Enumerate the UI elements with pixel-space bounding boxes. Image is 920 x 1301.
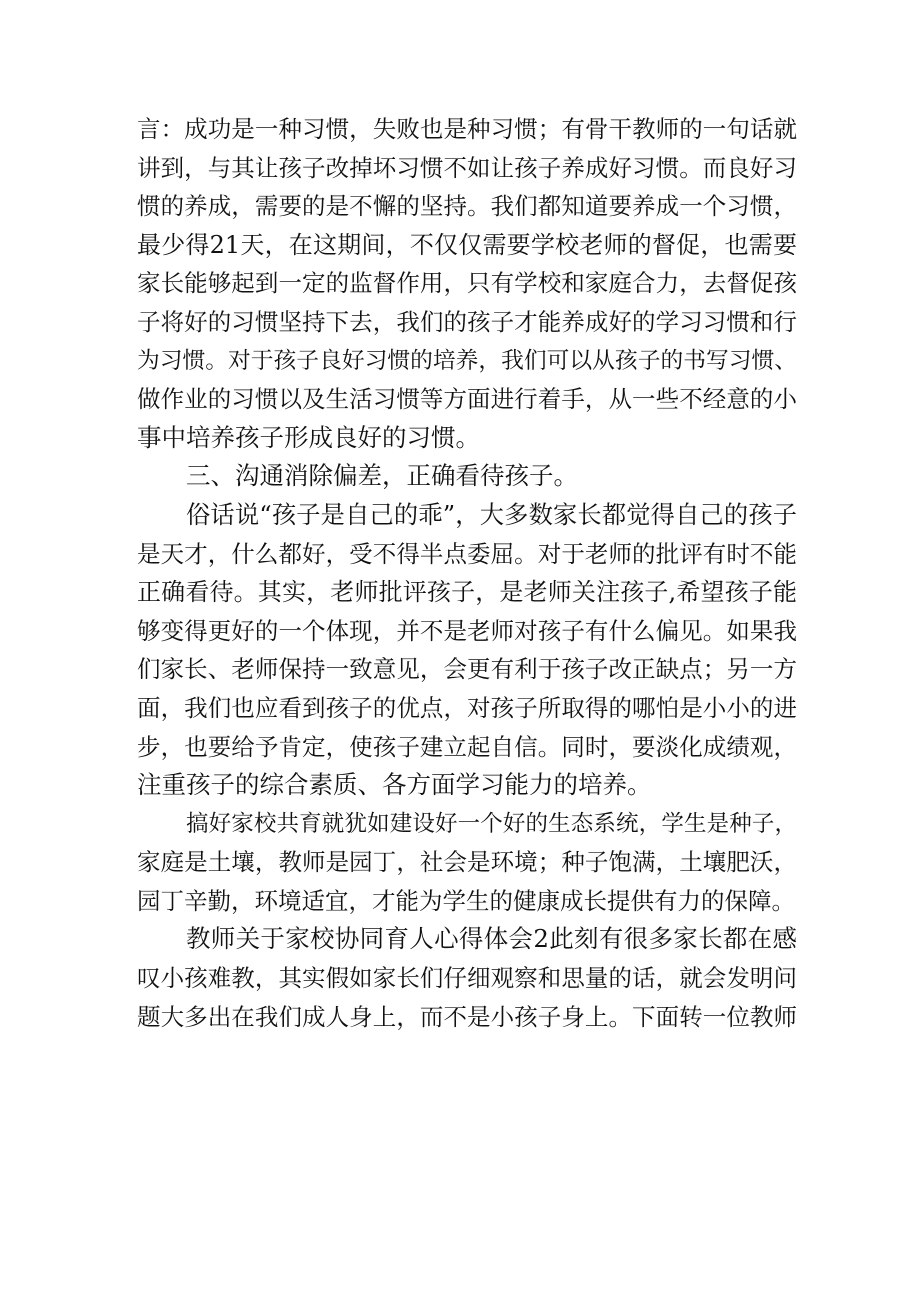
text-line: 俗话说“孩子是自己的乖”，大多数家长都觉得自己的孩子 <box>186 499 797 529</box>
text-line: 搞好家校共育就犹如建设好一个好的生态系统，学生是种子， <box>186 810 797 837</box>
text-line: 事中培养孩子形成良好的习惯。 <box>137 422 480 452</box>
text-line: 三、沟通消除偏差，正确看待孩子。 <box>186 461 578 491</box>
text-line: 最少得21天，在这期间，不仅仅需要学校老师的督促，也需要 <box>137 230 797 259</box>
body-text <box>137 110 797 1036</box>
text-line: 家庭是土壤，教师是园丁，社会是环境；种子饱满，土壤肥沃， <box>137 848 797 877</box>
text-line: 是天才，什么都好，受不得半点委屈。对于老师的批评有时不能 <box>137 539 797 568</box>
text-line: 面，我们也应看到孩子的优点，对孩子所取得的哪怕是小小的进 <box>137 693 797 722</box>
text-line: 讲到，与其让孩子改掉坏习惯不如让孩子养成好习惯。而良好习 <box>137 153 797 182</box>
text-line: 正确看待。其实，老师批评孩子，是老师关注孩子,希望孩子能 <box>137 578 797 607</box>
text-line: 言：成功是一种习惯，失败也是种习惯；有骨干教师的一句话就 <box>137 115 797 143</box>
text-line: 们家长、老师保持一致意见，会更有利于孩子改正缺点；另一方 <box>137 655 797 684</box>
text-line: 做作业的习惯以及生活习惯等方面进行着手，从一些不经意的小 <box>137 385 797 414</box>
text-line: 家长能够起到一定的监督作用，只有学校和家庭合力，去督促孩 <box>137 269 797 298</box>
text-line: 园丁辛勤，环境适宜，才能为学生的健康成长提供有力的保障。 <box>137 886 795 915</box>
text-line: 惯的养成，需要的是不懈的坚持。我们都知道要养成一个习惯， <box>137 192 797 221</box>
text-line: 注重孩子的综合素质、各方面学习能力的培养。 <box>137 770 652 800</box>
text-line: 题大多出在我们成人身上，而不是小孩子身上。下面转一位教师 <box>137 1002 797 1031</box>
text-line: 子将好的习惯坚持下去，我们的孩子才能养成好的学习习惯和行 <box>137 307 797 336</box>
text-line: 够变得更好的一个体现，并不是老师对孩子有什么偏见。如果我 <box>137 616 797 645</box>
text-line: 教师关于家校协同育人心得体会2此刻有很多家长都在感 <box>186 924 797 954</box>
text-line: 叹小孩难教，其实假如家长们仔细观察和思量的话，就会发明问 <box>137 964 797 993</box>
text-line: 步，也要给予肯定，使孩子建立起自信。同时，要淡化成绩观， <box>137 732 797 761</box>
text-line: 为习惯。对于孩子良好习惯的培养，我们可以从孩子的书写习惯、 <box>137 347 797 374</box>
